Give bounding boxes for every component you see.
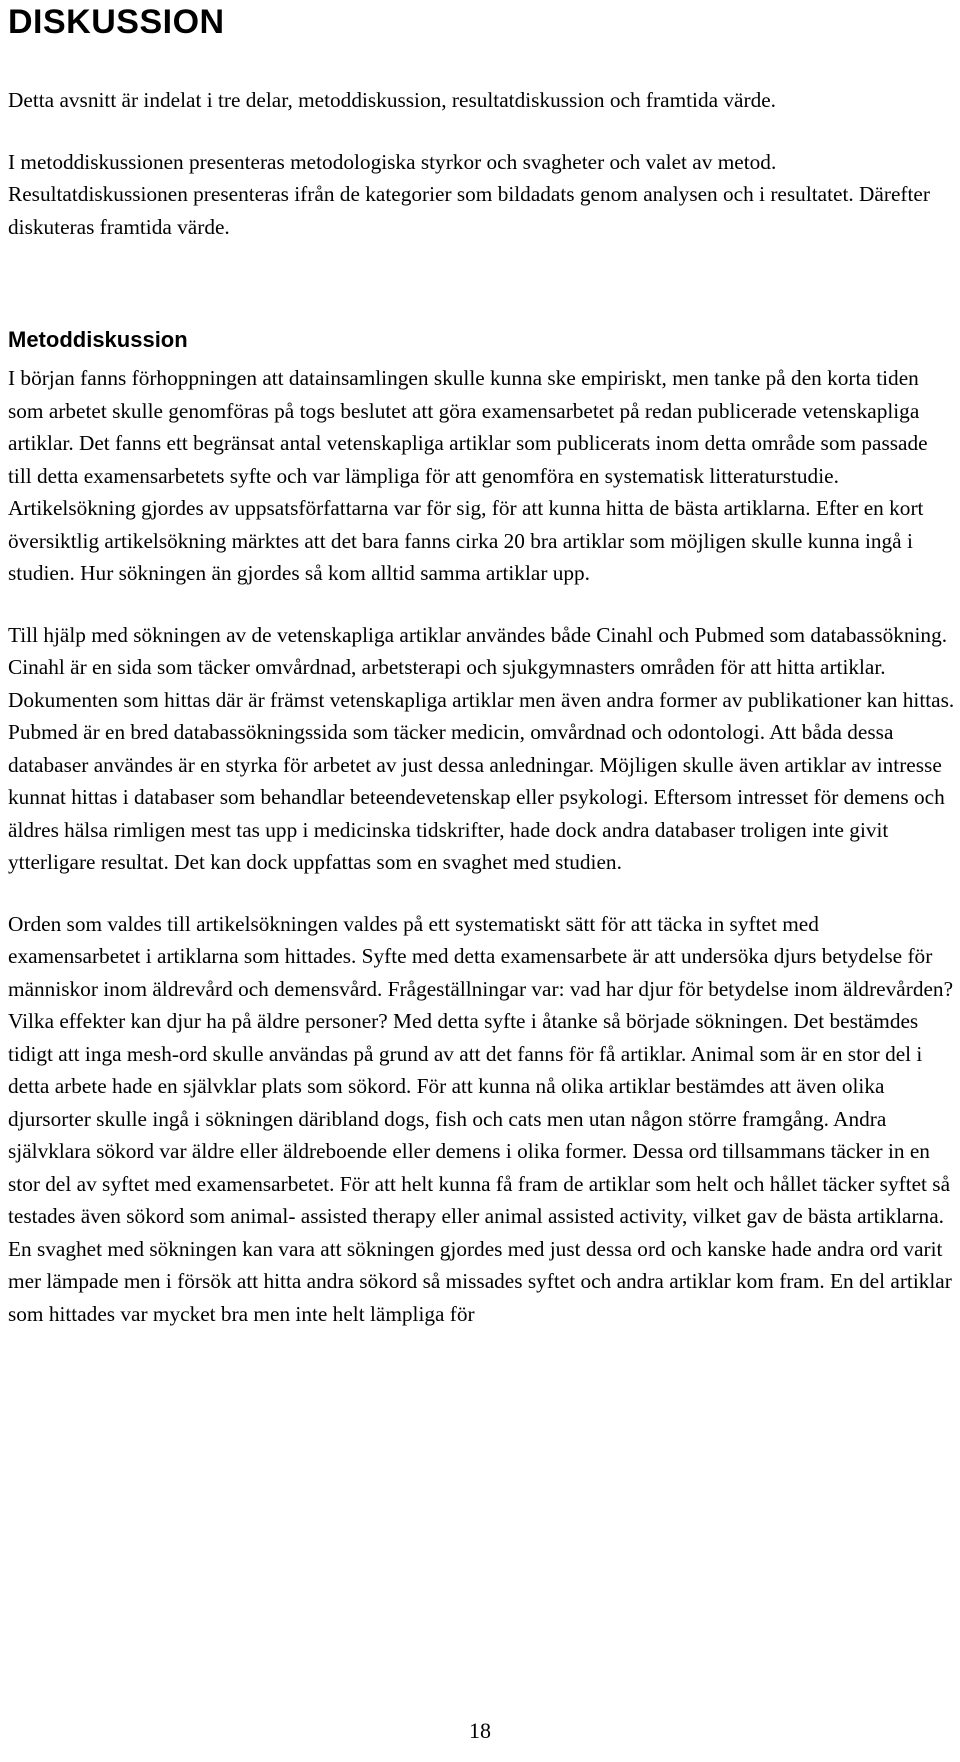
- intro-paragraph: I metoddiskussionen presenteras metodologiska styrkor och svagheter och valet av metod. Resultatdiskussionen presenteras ifrån de kategorier som bildadats genom analysen och i resultatet. Därefter diskuteras framtida värde.: [8, 149, 930, 239]
- page-number: 18: [469, 1718, 491, 1743]
- body-paragraph: Orden som valdes till artikelsökningen valdes på ett systematiskt sätt för att täcka in syftet med examensarbetet i artiklarna som hittades. Syfte med detta examensarbete är att undersöka djurs betydelse för människor inom äldrevård och demensvård. Frågeställningar var: vad har djur för betydelse inom äldrevården? Vilka effekter kan djur ha på äldre personer? Med detta syfte i åtanke så började sökningen. Det bestämdes tidigt att inga mesh-ord skulle användas på grund av att det fanns för få artiklar. Animal som är en stor del i detta arbete hade en självklar plats som sökord. För att kunna nå olika artiklar bestämdes att även olika djursorter skulle ingå i sökningen däribland dogs, fish och cats men utan någon större framgång. Andra självklara sökord var äldre eller äldreboende eller demens i olika former. Dessa ord tillsammans täcker in en stor del av syftet med examensarbetet. För att helt kunna få fram de artiklar som helt och hållet täcker syftet så testades även sökord som animal- assisted therapy eller animal assisted activity, vilket gav de bästa artiklarna. En svaghet med sökningen kan vara att sökningen gjordes med just dessa ord och kanske hade andra ord varit mer lämpade men i försök att hitta andra sökord så missades syftet och andra artiklar kom fram. En del artiklar som hittades var mycket bra men inte helt lämpliga för: [8, 911, 954, 1326]
- document-page: [8, 0, 956, 1330]
- document-title: DISKUSSION: [8, 3, 225, 41]
- body-paragraph: I början fanns förhoppningen att datainsamlingen skulle kunna ske empiriskt, men tanke på den korta tiden som arbetet skulle genomföras på togs beslutet att göra examensarbetet på redan publicerade vetenskapliga artiklar. Det fanns ett begränsat antal vetenskapliga artiklar som publicerats inom detta område som passade till detta examensarbetets syfte och var lämpliga för att genomföra en systematisk litteraturstudie. Artikelsökning gjordes av uppsatsförfattarna var för sig, för att kunna hitta de bästa artiklarna. Efter en kort översiktlig artikelsökning märktes att det bara fanns cirka 20 bra artiklar som möjligen skulle kunna ingå i studien. Hur sökningen än gjordes så kom alltid samma artiklar upp.: [8, 366, 928, 585]
- intro-paragraph: Detta avsnitt är indelat i tre delar, metoddiskussion, resultatdiskussion och framtida värde.: [8, 88, 777, 112]
- section-heading: Metoddiskussion: [8, 327, 188, 352]
- body-paragraph: Till hjälp med sökningen av de vetenskapliga artiklar användes både Cinahl och Pubmed som databassökning. Cinahl är en sida som täcker omvårdnad, arbetsterapi och sjukgymnasters områden för att hitta artiklar. Dokumenten som hittas där är främst vetenskapliga artiklar men även andra former av publikationer kan hittas. Pubmed är en bred databassökningssida som täcker medicin, omvårdnad och odontologi. Att båda dessa databaser användes är en styrka för arbetet av just dessa anledningar. Möjligen skulle även artiklar av intresse kunnat hittas i databaser som behandlar beteendevetenskap eller psykologi. Eftersom intresset för demens och äldres hälsa rimligen mest tas upp i medicinska tidskrifter, hade dock andra databaser troligen inte givit ytterligare resultat. Det kan dock uppfattas som en svaghet med studien.: [8, 622, 955, 874]
